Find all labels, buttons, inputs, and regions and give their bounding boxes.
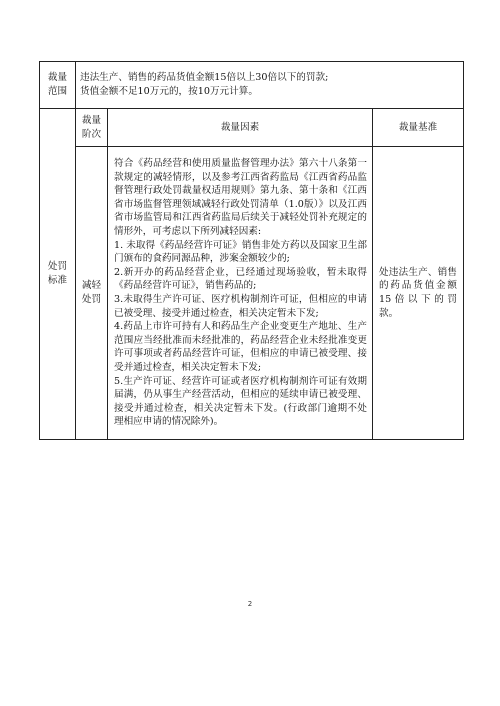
range-content xyxy=(76,62,464,109)
factor-item-4: 4.药品上市许可持有人和药品生产企业变更生产地址、生产范围应当经批准而未经批准的，药品经营企业未经批准变更许可事项或者药品经营许可证，但相应的申请已被受理、接受并通过检查，相关决定暂未下发; xyxy=(114,321,367,373)
header-row xyxy=(40,109,464,147)
factor-item-3: 3.未取得生产许可证、医疗机构制剂许可证，但相应的申请已被受理、接受并通过检查，相关决定暂未下发; xyxy=(114,293,367,319)
factor-item-2: 2.新开办的药品经营企业，已经通过现场验收，暂未取得《药品经营许可证》，销售药品的; xyxy=(114,266,367,292)
range-line: 违法生产、销售的药品货值金额15倍以上30倍以下的罚款; xyxy=(80,72,329,84)
factor-item-5: 5.生产许可证、经营许可证或者医疗机构制剂许可证有效期届满，仍从事生产经营活动，但相应的延续申请已被受理、接受并通过检查，相关决定暂未下发。(行政部门逾期不处理相应申请的情况除外)。 xyxy=(114,375,367,428)
section-label: 处罚标准 xyxy=(40,109,76,440)
range-row xyxy=(40,62,464,109)
header-factors: 裁量因素 xyxy=(108,109,373,147)
penalty-discretion-table xyxy=(39,61,464,440)
range-label: 裁量范围 xyxy=(40,62,76,109)
range-line: 货值金额不足10万元的，按10万元计算。 xyxy=(80,86,258,97)
header-level: 裁量阶次 xyxy=(76,109,108,147)
level-value: 减轻处罚 xyxy=(76,147,108,440)
page-number: 2 xyxy=(247,600,253,608)
header-basis: 裁量基准 xyxy=(373,109,464,147)
factor-item-1: 1. 未取得《药品经营许可证》销售非处方药以及国家卫生部门颁布的食药同源品种，涉案金额较少的; xyxy=(114,239,367,265)
content-row xyxy=(40,147,464,440)
factors-cell xyxy=(108,147,373,440)
basis-cell: 处违法生产、销售的药品货值金额15倍以下的罚款。 xyxy=(373,147,464,440)
factors-intro: 符合《药品经营和使用质量监督管理办法》第六十八条第一款规定的减轻情形，以及参考江西省药监局《江西省药品监督管理行政处罚裁量权适用规则》第九条、第十条和《江西省市场监督管理领域减轻行政处罚清单（1.0版）》以及江西省市场监管局和江西省药监局后续关于减轻处罚补充规定的情形外，可考虑以下所列减轻因素: xyxy=(114,158,367,237)
